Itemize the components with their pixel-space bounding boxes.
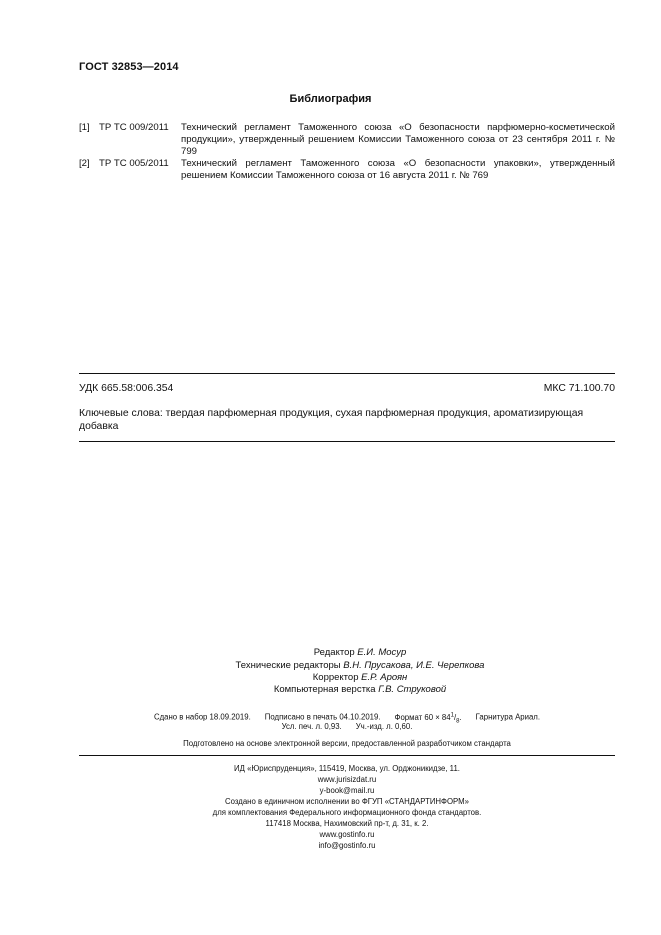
corrector-name: Е.Р. Ароян [361, 672, 408, 683]
publisher-block [79, 763, 615, 796]
keywords: Ключевые слова: твердая парфюмерная продукция, сухая парфюмерная продукция, ароматизирующая добавка [79, 408, 584, 432]
bibliography-number: [2] [79, 158, 90, 169]
sheets-line [79, 721, 615, 733]
keywords-divider [79, 441, 615, 442]
publisher-divider [79, 755, 615, 756]
standartinform-line-1: Создано в единичном исполнении во ФГУП «СТАНДАРТИНФОРМ» [225, 797, 469, 806]
editor-name: Е.И. Мосур [357, 647, 407, 658]
standartinform-block [79, 796, 615, 851]
layout-line [120, 683, 600, 696]
typeface: Гарнитура Ариал. [475, 712, 541, 722]
bibliography-text: Технический регламент Таможенного союза «О безопасности парфюмерно-косметической продукции», утвержденный решением Комиссии Таможенного союза от 23 сентября 2011 г. № 799 [181, 122, 615, 157]
standartinform-email[interactable]: info@gostinfo.ru [318, 841, 376, 850]
bibliography-title: Библиография [289, 93, 372, 105]
publication-sheets: Уч.-изд. л. 0,60. [355, 722, 413, 731]
tech-editors-name: В.Н. Прусакова, И.Е. Черепкова [343, 660, 485, 671]
layout-name: Г.В. Струковой [378, 684, 447, 695]
top-divider [79, 373, 615, 374]
publisher-address: ИД «Юриспруденция», 115419, Москва, ул. Орджоникидзе, 11. [234, 764, 460, 773]
bibliography-text: Технический регламент Таможенного союза «О безопасности упаковки», утвержденный решением Комиссии Таможенного союза от 16 августа 2011 г. № 769 [181, 158, 615, 181]
publisher-email[interactable]: y-book@mail.ru [319, 786, 375, 795]
bibliography-code: ТР ТС 005/2011 [99, 158, 169, 169]
format: Формат $60 \times 84^1/_8$. [394, 712, 462, 725]
standartinform-line-2: для комплектования Федерального информационного фонда стандартов. [212, 808, 482, 817]
layout-role: Компьютерная верстка [273, 684, 376, 695]
editor-line [120, 646, 600, 659]
prepared-note: Подготовлено на основе электронной версии, предоставленной разработчиком стандарта [183, 739, 511, 748]
publisher-contacts [79, 774, 615, 796]
format-prefix: Формат 60 × 84 [394, 712, 451, 722]
publisher-website[interactable]: www.jurisizdat.ru [317, 775, 377, 784]
format-denominator: 8 [456, 718, 460, 725]
document-number: ГОСТ 32853—2014 [79, 61, 179, 73]
bibliography-item [79, 158, 615, 182]
corrector-role: Корректор [312, 672, 359, 683]
standartinform-address: 117418 Москва, Нахимовский пр-т, д. 31, к. 2. [265, 819, 429, 828]
tech-editors-role: Технические редакторы [235, 660, 341, 671]
mks-code: МКС 71.100.70 [543, 383, 615, 394]
typeset-date: Сдано в набор 18.09.2019. [153, 712, 251, 722]
print-sheets: Усл. печ. л. 0,93. [281, 722, 342, 731]
editor-role: Редактор [313, 647, 355, 658]
format-numerator: 1 [450, 712, 454, 718]
signed-date: Подписано в печать 04.10.2019. [264, 712, 381, 722]
standartinform-website[interactable]: www.gostinfo.ru [319, 830, 375, 839]
bibliography-number: [1] [79, 122, 90, 133]
bibliography-code: ТР ТС 009/2011 [99, 122, 169, 133]
bibliography-item [79, 122, 615, 158]
udk-code: УДК 665.58:006.354 [79, 383, 174, 394]
standartinform-contacts [79, 829, 615, 851]
